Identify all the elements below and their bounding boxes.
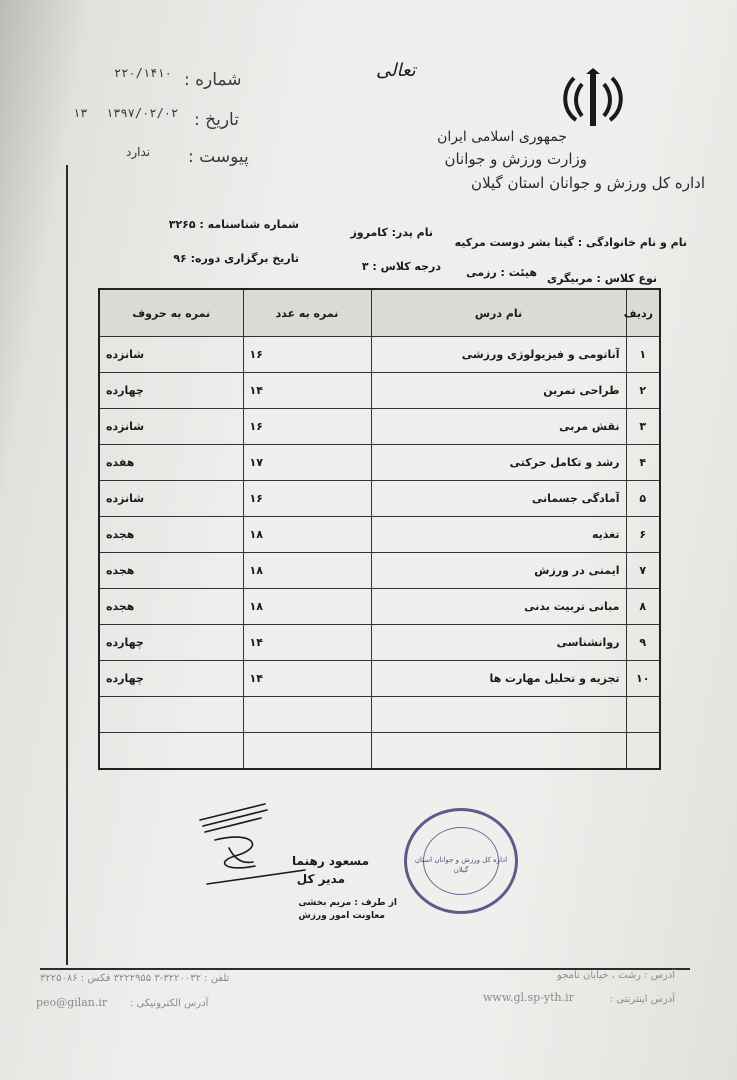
score-words: هجده [99,517,243,553]
iran-emblem-icon [560,66,626,132]
course-name: تغذیه [371,517,626,553]
footer-email-label: آدرس الکترونیکی : [130,998,209,1009]
official-stamp [404,808,518,914]
row-number: ۵ [626,481,660,517]
row-number: ۹ [626,625,660,661]
footer-phone: تلفن : ۳۲۲۰۰۳۲-۳ ۳۲۲۲۹۵۵ فکس : ۳۲۲۵۰۸۶ [40,973,230,984]
footer-address: آدرس : رشت ، خیابان نامجو [556,970,675,981]
course-name: آمادگی جسمانی [371,481,626,517]
course-name: مبانی تربیت بدنی [371,589,626,625]
score-number: ۱۶ [243,481,371,517]
table-row [99,517,660,553]
course-date: تاریخ برگزاری دوره: ۹۶ [173,252,299,265]
empty-cell [626,697,660,733]
table-empty-row [99,733,660,770]
header-score-number: نمره به عدد [243,289,371,337]
score-words: شانزده [99,481,243,517]
score-words: شانزده [99,409,243,445]
footer-website: www.gl.sp-yth.ir [483,991,574,1004]
score-words: چهارده [99,661,243,697]
row-number: ۲ [626,373,660,409]
org-line-ministry: وزارت ورزش و جوانان [444,150,587,168]
attachment-value: ندارد [126,145,151,159]
score-number: ۱۶ [243,409,371,445]
header-row-number: ردیف [626,289,660,337]
class-type: نوع کلاس : مربیگری [547,272,657,285]
score-words: شانزده [99,337,243,373]
empty-cell [99,733,243,770]
student-name: نام و نام خانوادگی : گیتا بشر دوست مرکیه [454,236,687,249]
date-extra: ۱۳ [73,106,88,120]
class-level: درجه کلاس : ۳ [361,260,441,273]
grades-table [98,288,661,770]
attachment-label: پیوست : [188,147,249,167]
score-number: ۱۸ [243,553,371,589]
empty-cell [371,733,626,770]
father-name: نام پدر: کامروز [350,226,433,239]
empty-cell [243,697,371,733]
table-row [99,625,660,661]
course-name: تجزیه و تحلیل مهارت ها [371,661,626,697]
table-row [99,445,660,481]
course-name: نقش مربی [371,409,626,445]
stamp-text: اداره کل ورزش و جوانان استان گیلان [414,856,508,874]
table-row [99,337,660,373]
score-number: ۱۴ [243,373,371,409]
signer-name: مسعود رهنما [292,854,369,868]
board: هیئت : رزمی [466,266,537,279]
number-label: شماره : [184,70,242,90]
score-number: ۱۶ [243,337,371,373]
date-label: تاریخ : [194,110,239,130]
row-number: ۷ [626,553,660,589]
footer-email: peo@gilan.ir [36,996,108,1009]
table-header-row [99,289,660,337]
empty-cell [243,733,371,770]
table-empty-row [99,697,660,733]
number-value: ۲۲۰/۱۴۱۰ [114,66,172,80]
table-row [99,373,660,409]
course-name: روانشناسی [371,625,626,661]
course-name: طراحی تمرین [371,373,626,409]
row-number: ۶ [626,517,660,553]
table-row [99,409,660,445]
date-value: ۱۳۹۷/۰۲/۰۲ [106,106,179,120]
logo-caption: تعالی [376,60,416,81]
score-words: هجده [99,589,243,625]
row-number: ۴ [626,445,660,481]
score-number: ۱۸ [243,517,371,553]
score-number: ۱۴ [243,661,371,697]
course-name: ایمنی در ورزش [371,553,626,589]
empty-cell [99,697,243,733]
table-row [99,661,660,697]
score-words: هجده [99,553,243,589]
org-line-office: اداره کل ورزش و جوانان استان گیلان [471,174,705,192]
header-course-name: نام درس [371,289,626,337]
score-number: ۱۷ [243,445,371,481]
row-number: ۱ [626,337,660,373]
score-words: چهارده [99,625,243,661]
score-number: ۱۸ [243,589,371,625]
header-score-words: نمره به حروف [99,289,243,337]
signer-title: مدیر کل [296,872,345,886]
org-line-country: جمهوری اسلامی ایران [437,129,567,145]
left-frame-line [66,165,68,965]
table-row [99,481,660,517]
row-number: ۸ [626,589,660,625]
id-number: شماره شناسنامه : ۳۲۶۵ [168,218,299,231]
empty-cell [626,733,660,770]
course-name: رشد و تکامل حرکتی [371,445,626,481]
table-row [99,589,660,625]
table-row [99,553,660,589]
empty-cell [371,697,626,733]
score-words: هفده [99,445,243,481]
row-number: ۳ [626,409,660,445]
course-name: آناتومی و فیزیولوژی ورزشی [371,337,626,373]
score-words: چهارده [99,373,243,409]
score-number: ۱۴ [243,625,371,661]
row-number: ۱۰ [626,661,660,697]
on-behalf: از طرف : مریم بخشی [298,898,397,908]
footer-website-label: آدرس اینترنتی : [609,994,675,1005]
on-behalf-title: معاونت امور ورزش [298,911,385,921]
